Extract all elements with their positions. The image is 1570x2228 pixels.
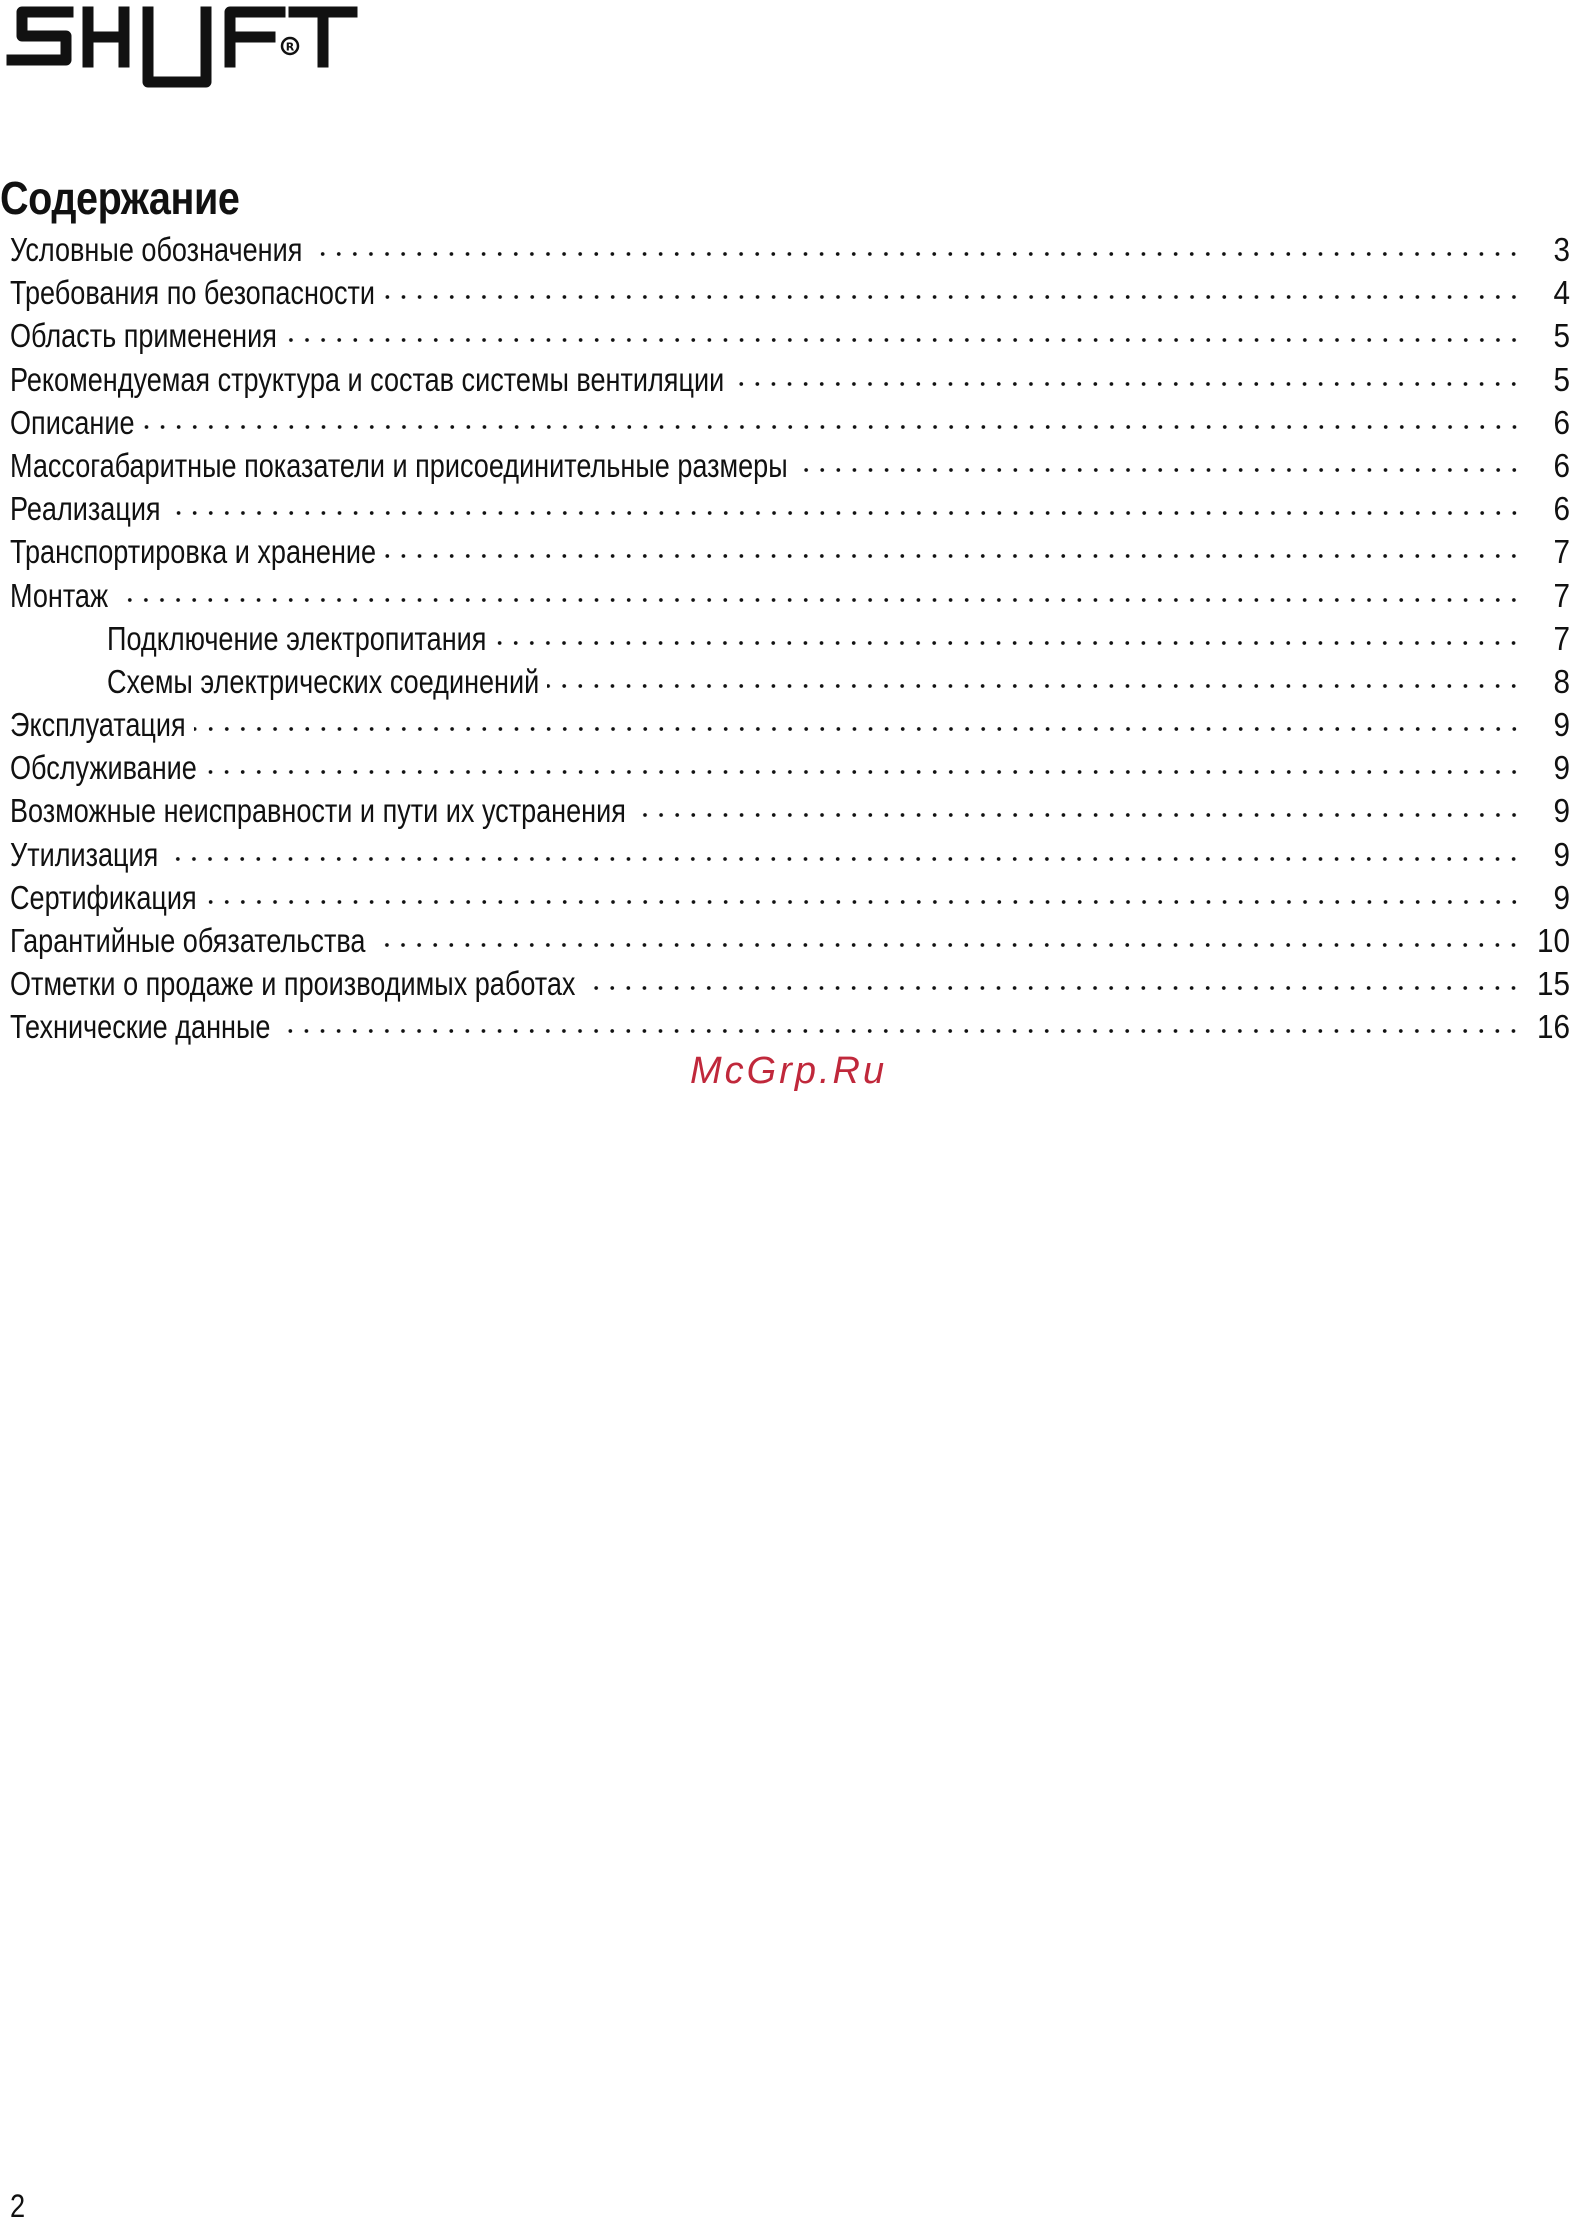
dot-leader xyxy=(634,809,1522,821)
dot-leader xyxy=(732,378,1522,390)
toc-entry xyxy=(10,228,1570,271)
toc-entry-page: 8 xyxy=(1553,662,1570,700)
table-of-contents xyxy=(10,228,1570,1049)
toc-entry-title: Сертификация xyxy=(10,878,197,916)
dot-leader xyxy=(166,853,1522,865)
dot-leader xyxy=(373,939,1522,951)
page-title: Содержание xyxy=(0,171,240,224)
toc-entry-title: Требования по безопасности xyxy=(10,274,376,312)
dot-leader xyxy=(116,594,1522,606)
dot-leader xyxy=(796,464,1522,476)
dot-leader xyxy=(547,680,1522,692)
toc-entry-page: 9 xyxy=(1553,706,1570,744)
toc-entry-page: 9 xyxy=(1553,749,1570,787)
toc-entry xyxy=(10,919,1570,962)
toc-entry-page: 6 xyxy=(1553,403,1570,441)
toc-entry xyxy=(10,789,1570,832)
toc-entry xyxy=(10,487,1570,530)
toc-entry-title: Возможные неисправности и пути их устранения xyxy=(10,792,626,830)
dot-leader xyxy=(383,291,1522,303)
toc-entry-page: 7 xyxy=(1553,533,1570,571)
toc-entry-title: Схемы электрических соединений xyxy=(107,662,540,700)
toc-entry-title: Реализация xyxy=(10,490,161,528)
dot-leader xyxy=(278,1025,1522,1037)
toc-entry-title: Обслуживание xyxy=(10,749,197,787)
shuft-logo xyxy=(8,0,358,96)
toc-entry-page: 15 xyxy=(1536,965,1570,1003)
toc-entry-page: 6 xyxy=(1553,490,1570,528)
toc-entry xyxy=(10,574,1570,617)
toc-entry xyxy=(10,962,1570,1005)
toc-entry-title: Область применения xyxy=(10,317,277,355)
toc-entry-title: Условные обозначения xyxy=(10,231,303,268)
toc-entry-page: 9 xyxy=(1553,878,1570,916)
toc-entry-page: 5 xyxy=(1553,317,1570,355)
toc-entry-page: 9 xyxy=(1553,792,1570,830)
toc-entry xyxy=(10,833,1570,876)
toc-entry xyxy=(10,746,1570,789)
dot-leader xyxy=(494,637,1522,649)
toc-entry-title: Утилизация xyxy=(10,835,159,873)
dot-leader xyxy=(583,982,1522,994)
toc-entry xyxy=(10,703,1570,746)
toc-entry-page: 10 xyxy=(1536,922,1570,959)
dot-leader xyxy=(384,550,1522,562)
toc-entry xyxy=(10,271,1570,314)
toc-entry-page: 9 xyxy=(1553,835,1570,873)
toc-entry-page: 5 xyxy=(1553,360,1570,398)
dot-leader xyxy=(205,766,1522,778)
toc-entry xyxy=(10,444,1570,487)
toc-entry-title: Гарантийные обязательства xyxy=(10,922,366,959)
dot-leader xyxy=(169,507,1522,519)
toc-entry xyxy=(10,876,1570,919)
dot-leader xyxy=(194,723,1522,735)
toc-entry-title: Рекомендуемая структура и состав системы вентиляции xyxy=(10,360,725,398)
toc-entry xyxy=(10,660,1570,703)
toc-entry-title: Описание xyxy=(10,403,135,441)
toc-entry-title: Массогабаритные показатели и присоединительные размеры xyxy=(10,446,788,484)
toc-entry-title: Технические данные xyxy=(10,1008,271,1046)
registered-mark: R xyxy=(285,40,295,54)
toc-entry-page: 7 xyxy=(1553,619,1570,657)
page-number: 2 xyxy=(10,2188,26,2224)
toc-entry xyxy=(10,401,1570,444)
toc-entry-title: Эксплуатация xyxy=(10,706,186,744)
watermark: McGrp.Ru xyxy=(690,1050,888,1092)
toc-entry xyxy=(10,617,1570,660)
dot-leader xyxy=(205,896,1522,908)
toc-entry-page: 6 xyxy=(1553,446,1570,484)
dot-leader xyxy=(310,248,1522,260)
dot-leader xyxy=(285,334,1522,346)
toc-entry-page: 7 xyxy=(1553,576,1570,614)
toc-entry xyxy=(10,358,1570,401)
toc-entry-page: 4 xyxy=(1553,274,1570,312)
toc-entry xyxy=(10,1005,1570,1048)
toc-entry xyxy=(10,314,1570,357)
toc-entry-page: 3 xyxy=(1553,231,1570,268)
toc-entry-title: Монтаж xyxy=(10,576,109,614)
toc-entry-page: 16 xyxy=(1536,1008,1570,1046)
toc-entry xyxy=(10,530,1570,573)
toc-entry-title: Транспортировка и хранение xyxy=(10,533,377,571)
toc-entry-title: Отметки о продаже и производимых работах xyxy=(10,965,576,1003)
toc-entry-title: Подключение электропитания xyxy=(107,619,487,657)
dot-leader xyxy=(143,421,1523,433)
